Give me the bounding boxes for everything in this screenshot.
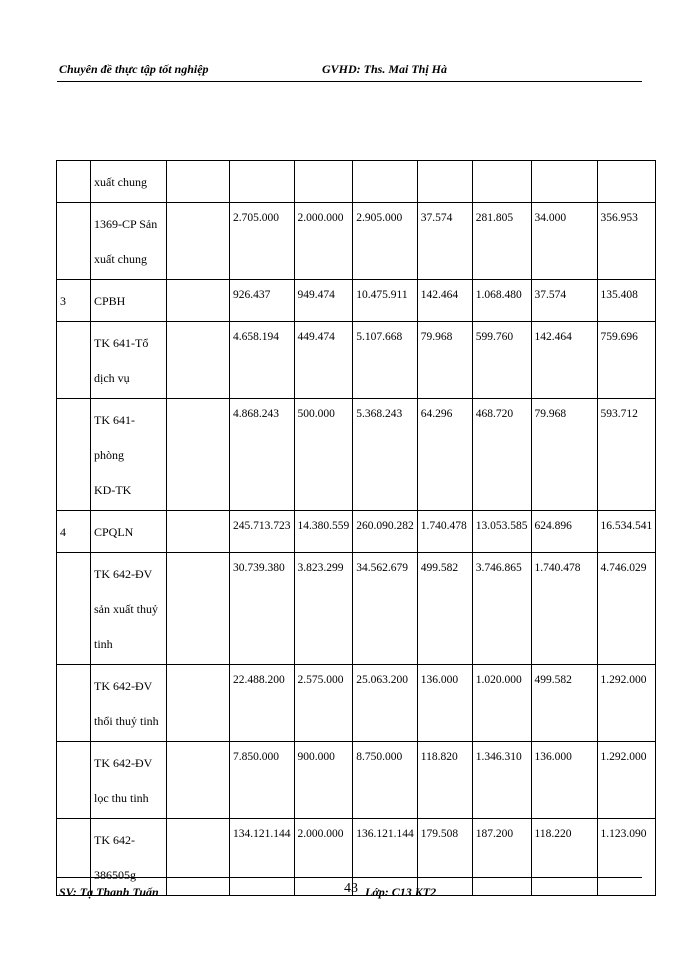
table-row <box>57 742 656 819</box>
value-cell: 118.820 <box>417 742 472 819</box>
table-row <box>57 553 656 665</box>
value-cell: 14.380.559 <box>294 511 353 553</box>
header-advisor-text: GVHD: Ths. Mai Thị Hà <box>322 62 448 76</box>
value-cell <box>167 322 230 399</box>
value-cell: 179.508 <box>417 819 472 896</box>
account-name-cell: CPBH <box>91 280 167 322</box>
account-name-cell: TK 642-ĐV thổi thuỷ tinh <box>91 665 167 742</box>
value-cell: 2.000.000 <box>294 819 353 896</box>
value-cell: 79.968 <box>531 399 597 511</box>
table-row <box>57 161 656 203</box>
row-number-cell: 3 <box>57 280 91 322</box>
value-cell: 499.582 <box>531 665 597 742</box>
value-cell: 599.760 <box>472 322 531 399</box>
value-cell: 10.475.911 <box>353 280 418 322</box>
value-cell: 79.968 <box>417 322 472 399</box>
value-cell: 1.740.478 <box>531 553 597 665</box>
value-cell: 136.000 <box>531 742 597 819</box>
value-cell: 1.068.480 <box>472 280 531 322</box>
page-header <box>57 56 642 80</box>
value-cell: 2.000.000 <box>294 203 353 280</box>
value-cell: 1.740.478 <box>417 511 472 553</box>
footer-class-text: Lớp: C13 KT2 <box>365 885 437 899</box>
value-cell: 134.121.144 <box>230 819 295 896</box>
value-cell: 30.739.380 <box>230 553 295 665</box>
page-footer <box>57 881 642 903</box>
value-cell: 34.000 <box>531 203 597 280</box>
value-cell: 926.437 <box>230 280 295 322</box>
value-cell <box>353 161 418 203</box>
value-cell: 37.574 <box>417 203 472 280</box>
value-cell: 4.658.194 <box>230 322 295 399</box>
value-cell: 142.464 <box>531 322 597 399</box>
footer-student-text: SV: Tạ Thanh Tuấn <box>59 885 159 899</box>
value-cell: 25.063.200 <box>353 665 418 742</box>
value-cell: 1.020.000 <box>472 665 531 742</box>
value-cell: 499.582 <box>417 553 472 665</box>
value-cell <box>531 161 597 203</box>
value-cell <box>167 511 230 553</box>
table-row <box>57 665 656 742</box>
value-cell: 624.896 <box>531 511 597 553</box>
header-left-text: Chuyên đề thực tập tốt nghiệp <box>59 62 209 76</box>
value-cell: 2.575.000 <box>294 665 353 742</box>
row-number-cell <box>57 161 91 203</box>
value-cell <box>167 399 230 511</box>
value-cell: 500.000 <box>294 399 353 511</box>
row-number-cell <box>57 742 91 819</box>
account-name-cell: TK 641-Tổ dịch vụ <box>91 322 167 399</box>
value-cell: 5.107.668 <box>353 322 418 399</box>
value-cell: 1.292.000 <box>597 665 656 742</box>
value-cell: 593.712 <box>597 399 656 511</box>
value-cell: 142.464 <box>417 280 472 322</box>
value-cell: 64.296 <box>417 399 472 511</box>
value-cell: 118.220 <box>531 819 597 896</box>
value-cell: 3.823.299 <box>294 553 353 665</box>
row-number-cell <box>57 665 91 742</box>
table-row <box>57 322 656 399</box>
cost-allocation-table <box>56 160 656 896</box>
value-cell: 281.805 <box>472 203 531 280</box>
value-cell: 136.000 <box>417 665 472 742</box>
value-cell <box>294 161 353 203</box>
account-name-cell: TK 642-ĐV sản xuất thuỷ tinh <box>91 553 167 665</box>
account-name-cell: TK 641-phòng KD-TK <box>91 399 167 511</box>
value-cell: 135.408 <box>597 280 656 322</box>
value-cell: 37.574 <box>531 280 597 322</box>
value-cell <box>597 161 656 203</box>
value-cell: 260.090.282 <box>353 511 418 553</box>
value-cell: 1.346.310 <box>472 742 531 819</box>
value-cell: 1.292.000 <box>597 742 656 819</box>
value-cell: 1.123.090 <box>597 819 656 896</box>
value-cell: 16.534.541 <box>597 511 656 553</box>
value-cell: 13.053.585 <box>472 511 531 553</box>
value-cell <box>167 742 230 819</box>
value-cell <box>167 203 230 280</box>
value-cell <box>167 665 230 742</box>
value-cell: 22.488.200 <box>230 665 295 742</box>
value-cell: 468.720 <box>472 399 531 511</box>
row-number-cell: 4 <box>57 511 91 553</box>
value-cell: 356.953 <box>597 203 656 280</box>
value-cell <box>472 161 531 203</box>
row-number-cell <box>57 322 91 399</box>
row-number-cell <box>57 553 91 665</box>
value-cell <box>167 553 230 665</box>
value-cell <box>167 280 230 322</box>
table-body <box>57 161 656 896</box>
value-cell: 34.562.679 <box>353 553 418 665</box>
value-cell: 449.474 <box>294 322 353 399</box>
value-cell: 8.750.000 <box>353 742 418 819</box>
value-cell: 759.696 <box>597 322 656 399</box>
table-row <box>57 511 656 553</box>
value-cell: 136.121.144 <box>353 819 418 896</box>
value-cell <box>167 161 230 203</box>
account-name-cell: 1369-CP Sản xuất chung <box>91 203 167 280</box>
value-cell <box>230 161 295 203</box>
table-row <box>57 203 656 280</box>
value-cell <box>417 161 472 203</box>
footer-rule <box>57 877 642 878</box>
value-cell: 4.746.029 <box>597 553 656 665</box>
row-number-cell <box>57 399 91 511</box>
value-cell: 900.000 <box>294 742 353 819</box>
value-cell: 5.368.243 <box>353 399 418 511</box>
header-rule <box>57 81 642 82</box>
value-cell: 2.905.000 <box>353 203 418 280</box>
value-cell: 949.474 <box>294 280 353 322</box>
account-name-cell: TK 642-ĐV lọc thu tinh <box>91 742 167 819</box>
value-cell: 245.713.723 <box>230 511 295 553</box>
account-name-cell: xuất chung <box>91 161 167 203</box>
account-name-cell: CPQLN <box>91 511 167 553</box>
value-cell: 7.850.000 <box>230 742 295 819</box>
value-cell: 4.868.243 <box>230 399 295 511</box>
account-name-cell: TK 642- 386505g <box>91 819 167 896</box>
table-row <box>57 280 656 322</box>
table-row <box>57 399 656 511</box>
value-cell: 2.705.000 <box>230 203 295 280</box>
page-number: 43 <box>344 881 358 896</box>
value-cell: 187.200 <box>472 819 531 896</box>
value-cell: 3.746.865 <box>472 553 531 665</box>
row-number-cell <box>57 203 91 280</box>
